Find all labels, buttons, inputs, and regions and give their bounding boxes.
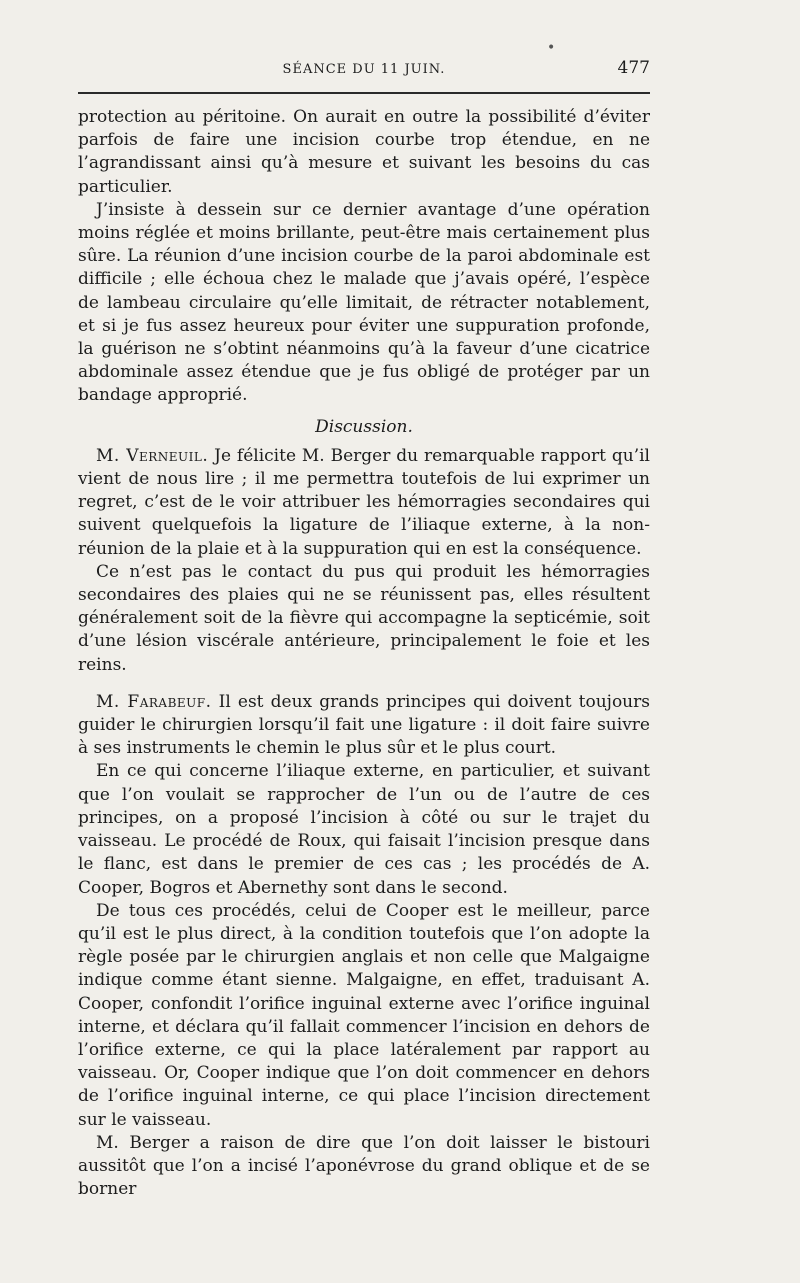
speaker-verneuil: M. Verneuil.	[96, 445, 209, 466]
running-title: SÉANCE DU 11 JUIN.	[282, 62, 446, 77]
paragraph-2: J’insiste à dessein sur ce dernier avantage d’une opération moins réglée et moins brillante, peut-être mais certainement plus sûre. La réunion d’une incision courbe de la paroi abdominale est difficile ; elle échoua chez le malade que j’avais opéré, l’espèce de lambeau circulaire qu’elle limitait, de rétracter notablement, et si je fus assez heureux pour éviter une suppuration profonde, la guérison ne s’obtint néanmoins qu’à la faveur d’une cicatrice abdominale assez étendue que je fus obligé de protéger par un bandage approprié.	[78, 199, 650, 406]
paragraph-3-text: Je félicite M. Berger du remarquable rapport qu’il vient de nous lire ; il me permettra toutefois de lui exprimer un regret, c’est de le voir attribuer les hémorragies secondaires qui suivent quelquefois la ligature de l’iliaque externe, à la non-réunion de la plaie et à la suppuration qui en est la conséquence.	[78, 445, 650, 559]
paragraph-6: En ce qui concerne l’iliaque externe, en particulier, et suivant que l’on voulait se rapprocher de l’un ou de l’autre de ces principes, on a proposé l’incision à côté ou sur le trajet du vaisseau. Le procédé de Roux, qui faisait l’incision presque dans le flanc, est dans le premier de ces cas ; les procédés de A. Cooper, Bogros et Abernethy sont dans le second.	[78, 761, 650, 898]
paragraph-5	[78, 691, 650, 761]
paragraph-3	[78, 445, 650, 561]
speaker-farabeuf: M. Farabeuf.	[96, 691, 212, 712]
paragraph-5-text: Il est deux grands principes qui doivent toujours guider le chirurgien lorsqu’il fait une ligature : il doit faire suivre à ses instruments le chemin le plus sûr et le plus court.	[78, 691, 650, 759]
paragraph-gap	[78, 677, 650, 691]
paragraph-8: M. Berger a raison de dire que l’on doit laisser le bistouri aussitôt que l’on a incisé l’aponévrose du grand oblique et de se borner	[78, 1132, 650, 1200]
paragraph-4: Ce n’est pas le contact du pus qui produit les hémorragies secondaires des plaies qui ne se réunissent pas, elles résultent généralement soit de la fièvre qui accompagne la septicémie, soit d’une lésion viscérale antérieure, principalement le foie et les reins.	[78, 561, 650, 675]
page-number: 477	[617, 58, 650, 78]
paragraph-7: De tous ces procédés, celui de Cooper est le meilleur, parce qu’il est le plus direct, à la condition toutefois que l’on adopte la règle posée par le chirurgien anglais et non celle que Malgaigne indique comme étant sienne. Malgaigne, en effet, traduisant A. Cooper, confondit l’orifice inguinal externe avec l’orifice inguinal interne, et déclara qu’il fallait commencer l’incision en dehors de l’orifice externe, ce qui la place latéralement par rapport au vaisseau. Or, Cooper indique que l’on doit commencer en dehors de l’orifice inguinal interne, ce qui place l’incision directement sur le vaisseau.	[78, 900, 650, 1130]
body-text	[78, 106, 650, 1201]
running-header	[78, 58, 650, 82]
header-rule	[78, 92, 650, 94]
ink-mark: •	[547, 40, 556, 56]
paragraph-1: protection au péritoine. On aurait en outre la possibilité d’éviter parfois de faire une incision courbe trop étendue, en ne l’agrandissant ainsi qu’à mesure et suivant les besoins du cas particulier.	[78, 107, 650, 197]
section-heading: Discussion.	[315, 416, 413, 437]
